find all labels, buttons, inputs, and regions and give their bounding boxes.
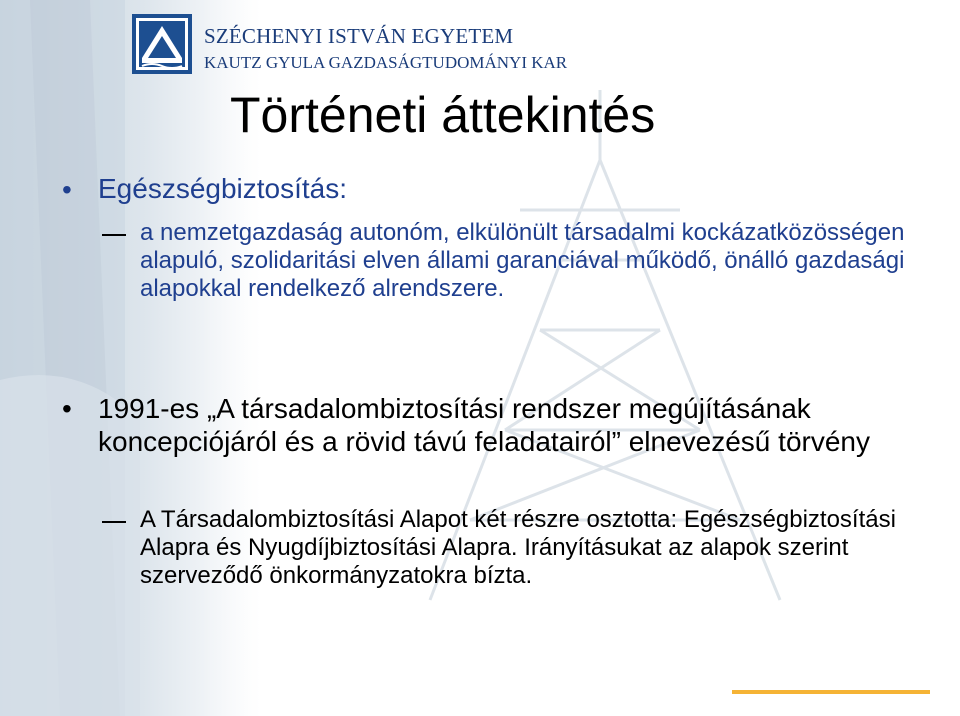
sub-bullet-text: A Társadalombiztosítási Alapot két részre osztotta: Egészségbiztosítási Alapra és Nyugdíjbiztosítási Alapra. Irányításukat az alapok szerint szerveződő önkormányzatokra bízta. [140,506,896,589]
bullet-marker: • [62,393,72,424]
university-name: SZÉCHENYI ISTVÁN EGYETEM [204,24,514,48]
sub-bullet-text: a nemzetgazdaság autonóm, elkülönült társadalmi kockázatközösségen alapuló, szolidaritási elven állami garanciával működő, önálló gazdasági alapokkal rendelkező alrendszere. [140,219,905,302]
sub-bullet-dash [102,521,126,523]
bullet-text: Egészségbiztosítás: [98,173,348,204]
slide-title: Történeti áttekintés [230,87,656,143]
sub-bullet-dash [102,234,126,236]
faculty-name: KAUTZ GYULA GAZDASÁGTUDOMÁNYI KAR [204,53,568,72]
bullet-text: 1991-es „A társadalombiztosítási rendszer megújításának koncepciójáról és a rövid távú feladatairól” elnevezésű törvény [98,393,870,457]
bullet-marker: • [62,174,72,205]
accent-line [732,690,930,694]
university-logo-icon [132,14,192,74]
